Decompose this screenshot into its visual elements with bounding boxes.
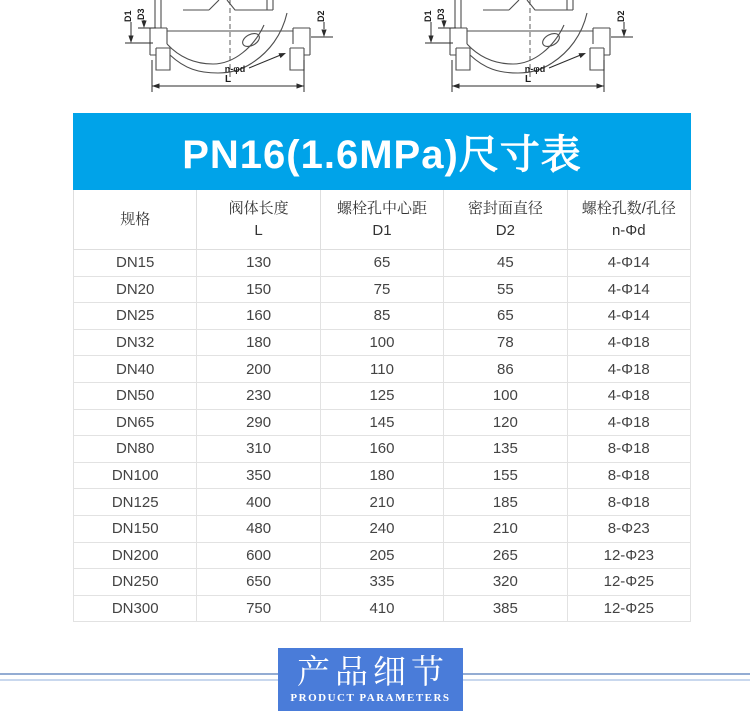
table-cell: 110 xyxy=(320,356,443,383)
table-row xyxy=(74,436,691,463)
dim-label-n-phi-d: n-φd xyxy=(224,64,246,74)
table-cell: DN80 xyxy=(74,436,197,463)
table-cell: DN20 xyxy=(74,276,197,303)
table-cell: 410 xyxy=(320,595,443,622)
table-cell: 265 xyxy=(444,542,567,569)
arrowhead-n-phi-d xyxy=(579,53,587,58)
table-cell: DN250 xyxy=(74,569,197,596)
table-cell: 8-Φ18 xyxy=(567,436,690,463)
table-cell: 385 xyxy=(444,595,567,622)
table-cell: 4-Φ14 xyxy=(567,276,690,303)
table-row xyxy=(74,276,691,303)
table-cell: 75 xyxy=(320,276,443,303)
column-header-seal-diameter xyxy=(444,190,567,250)
table-cell: 335 xyxy=(320,569,443,596)
table-cell: 4-Φ18 xyxy=(567,356,690,383)
table-cell: DN32 xyxy=(74,329,197,356)
dim-label-n-phi-d: n-φd xyxy=(524,64,546,74)
column-header-label: 规格 xyxy=(120,210,151,228)
arrowhead-l-left xyxy=(452,83,460,88)
arrowhead-l-right xyxy=(597,83,605,88)
arrowhead-d1 xyxy=(128,36,133,44)
column-header-symbol: D2 xyxy=(495,221,515,239)
dim-label-d1: D1 xyxy=(123,10,133,22)
table-cell: 8-Φ18 xyxy=(567,489,690,516)
arrowhead-l-right xyxy=(297,83,305,88)
table-cell: 12-Φ23 xyxy=(567,542,690,569)
table-cell: 150 xyxy=(197,276,320,303)
table-cell: 310 xyxy=(197,436,320,463)
table-row xyxy=(74,542,691,569)
table-cell: 750 xyxy=(197,595,320,622)
table-cell: DN25 xyxy=(74,303,197,330)
table-cell: 205 xyxy=(320,542,443,569)
table-cell: DN50 xyxy=(74,382,197,409)
table-row xyxy=(74,382,691,409)
table-cell: 160 xyxy=(197,303,320,330)
table-cell: 4-Φ18 xyxy=(567,329,690,356)
table-cell: 240 xyxy=(320,515,443,542)
table-cell: 600 xyxy=(197,542,320,569)
dim-label-d3: D3 xyxy=(136,8,146,20)
dimension-table-section xyxy=(73,113,691,622)
table-cell: 12-Φ25 xyxy=(567,569,690,596)
table-row xyxy=(74,303,691,330)
table-cell: DN150 xyxy=(74,515,197,542)
table-title: PN16(1.6MPa)尺寸表 xyxy=(73,113,691,190)
table-cell: 12-Φ25 xyxy=(567,595,690,622)
arrowhead-l-left xyxy=(152,83,160,88)
table-cell: 4-Φ14 xyxy=(567,303,690,330)
section-banner-subtitle: PRODUCT PARAMETERS xyxy=(290,692,451,705)
table-row xyxy=(74,409,691,436)
table-row xyxy=(74,250,691,277)
table-cell: DN65 xyxy=(74,409,197,436)
table-cell: 65 xyxy=(320,250,443,277)
table-cell: 145 xyxy=(320,409,443,436)
dim-label-length: L xyxy=(224,74,232,85)
table-row xyxy=(74,515,691,542)
column-header-label: 螺栓孔中心距 xyxy=(336,199,427,217)
table-row xyxy=(74,595,691,622)
arrowhead-d3 xyxy=(141,21,146,29)
valve-drawing-svg xyxy=(423,0,637,96)
table-cell: 125 xyxy=(320,382,443,409)
column-header-symbol: L xyxy=(254,221,263,239)
table-cell: 65 xyxy=(444,303,567,330)
column-header-symbol: D1 xyxy=(372,221,392,239)
table-cell: DN40 xyxy=(74,356,197,383)
table-cell: 200 xyxy=(197,356,320,383)
section-banner-title: 产品细节 xyxy=(297,652,449,690)
table-cell: 4-Φ14 xyxy=(567,250,690,277)
dim-label-d3: D3 xyxy=(436,8,446,20)
arrowhead-d3 xyxy=(441,21,446,29)
table-cell: 210 xyxy=(444,515,567,542)
valve-dimension-drawing-left xyxy=(123,0,337,96)
table-cell: 100 xyxy=(444,382,567,409)
table-row xyxy=(74,356,691,383)
table-cell: 180 xyxy=(197,329,320,356)
table-cell: 320 xyxy=(444,569,567,596)
table-header-row xyxy=(74,190,691,250)
table-cell: 8-Φ18 xyxy=(567,462,690,489)
table-cell: DN15 xyxy=(74,250,197,277)
table-cell: DN125 xyxy=(74,489,197,516)
table-cell: 230 xyxy=(197,382,320,409)
table-row xyxy=(74,569,691,596)
table-cell: 45 xyxy=(444,250,567,277)
dim-label-d1: D1 xyxy=(423,10,433,22)
valve-dimension-drawing-right xyxy=(423,0,637,96)
table-cell: 4-Φ18 xyxy=(567,409,690,436)
valve-drawing-svg xyxy=(123,0,337,96)
dim-label-length: L xyxy=(524,74,532,85)
column-header-bolt-circle xyxy=(320,190,443,250)
table-cell: 155 xyxy=(444,462,567,489)
arrowhead-d2 xyxy=(621,30,626,38)
column-header-label: 阀体长度 xyxy=(228,199,289,217)
table-cell: 185 xyxy=(444,489,567,516)
table-body xyxy=(74,250,691,622)
column-header-spec xyxy=(74,190,197,250)
table-cell: 350 xyxy=(197,462,320,489)
arrowhead-d1 xyxy=(428,36,433,44)
arrowhead-d2 xyxy=(321,30,326,38)
dimension-table xyxy=(73,190,691,622)
table-cell: 85 xyxy=(320,303,443,330)
section-banner xyxy=(278,648,463,711)
table-cell: 135 xyxy=(444,436,567,463)
table-cell: 400 xyxy=(197,489,320,516)
column-header-bolt-holes xyxy=(567,190,690,250)
dim-label-d2: D2 xyxy=(316,10,326,22)
table-row xyxy=(74,489,691,516)
table-cell: 290 xyxy=(197,409,320,436)
table-cell: 78 xyxy=(444,329,567,356)
table-cell: DN300 xyxy=(74,595,197,622)
table-cell: 8-Φ23 xyxy=(567,515,690,542)
table-cell: 180 xyxy=(320,462,443,489)
column-header-label: 密封面直径 xyxy=(467,199,543,217)
table-cell: 120 xyxy=(444,409,567,436)
table-cell: 4-Φ18 xyxy=(567,382,690,409)
table-cell: 160 xyxy=(320,436,443,463)
table-row xyxy=(74,329,691,356)
table-cell: 480 xyxy=(197,515,320,542)
arrowhead-n-phi-d xyxy=(279,53,287,58)
table-cell: 650 xyxy=(197,569,320,596)
table-cell: 55 xyxy=(444,276,567,303)
column-header-label: 螺栓孔数/孔径 xyxy=(581,199,676,217)
dim-label-d2: D2 xyxy=(616,10,626,22)
table-header xyxy=(74,190,691,250)
table-cell: DN100 xyxy=(74,462,197,489)
table-row xyxy=(74,462,691,489)
column-header-body-length xyxy=(197,190,320,250)
table-cell: 130 xyxy=(197,250,320,277)
table-cell: DN200 xyxy=(74,542,197,569)
table-cell: 210 xyxy=(320,489,443,516)
table-cell: 86 xyxy=(444,356,567,383)
column-header-symbol: n-Φd xyxy=(611,221,646,239)
table-cell: 100 xyxy=(320,329,443,356)
